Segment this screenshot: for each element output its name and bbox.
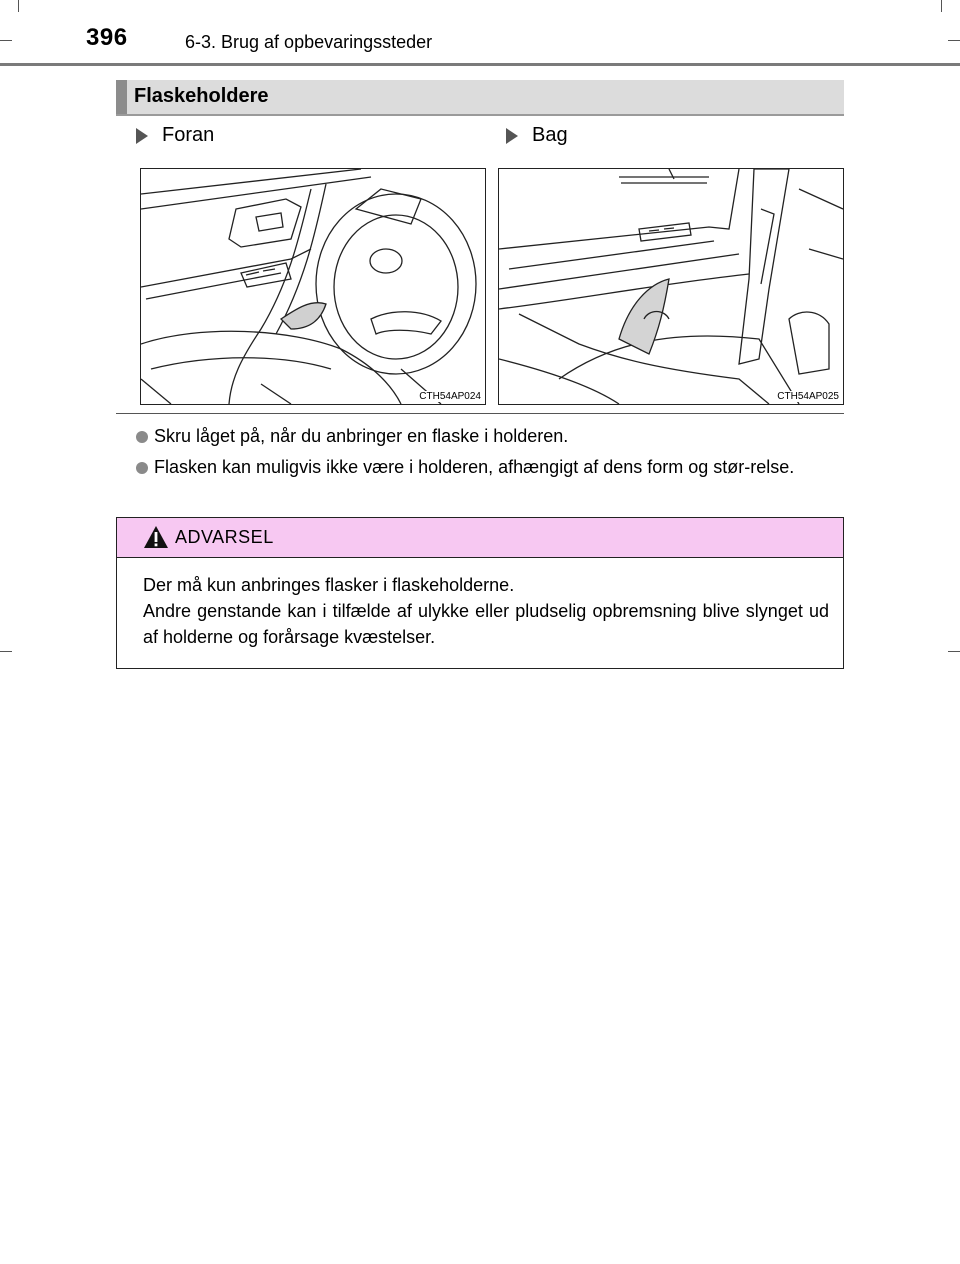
header-rule [0,63,960,66]
figure-label-text: Foran [162,124,215,146]
figure-label-rear [506,124,568,147]
warning-box [116,517,844,669]
figure-rear-illustration [498,168,844,405]
section-heading-bar [116,80,844,116]
figure-label-front [136,124,214,147]
section-title: Flaskeholdere [134,85,269,107]
crop-mark [0,651,12,652]
warning-body [143,572,829,650]
warning-header [117,518,843,558]
front-door-steering-drawing [141,169,485,404]
crop-mark [948,40,960,41]
bullet-dot-icon [136,462,148,474]
warning-line: Der må kun anbringes flasker i flaskeholderne. [143,575,515,595]
section-divider [116,413,844,414]
crop-mark [941,0,942,12]
chapter-title: 6-3. Brug af opbevaringssteder [185,32,433,52]
figure-front-illustration [140,168,486,405]
section-accent [116,80,127,114]
warning-title: ADVARSEL [175,527,274,547]
figure-code: CTH54AP024 [419,391,481,402]
warning-line: Andre genstande kan i tilfælde af ulykke eller pludselig opbremsning blive slynget ud af holderne og forårsage kvæstelser. [143,601,829,647]
crop-mark [18,0,19,12]
warning-triangle-icon [143,525,169,549]
crop-mark [0,40,12,41]
bullet-text: Skru låget på, når du anbringer en flaske i holderen. [154,426,569,446]
bullet-text: Flasken kan muligvis ikke være i holderen, afhængigt af dens form og stør-relse. [154,457,795,477]
figure-code: CTH54AP025 [777,391,839,402]
triangle-right-icon [136,128,148,144]
bullet-dot-icon [136,431,148,443]
triangle-right-icon [506,128,518,144]
page-number: 396 [86,24,128,51]
bullet-item [136,453,836,481]
figure-label-text: Bag [532,124,568,146]
rear-door-drawing [499,169,843,404]
bullet-item [136,422,836,450]
crop-mark [948,651,960,652]
